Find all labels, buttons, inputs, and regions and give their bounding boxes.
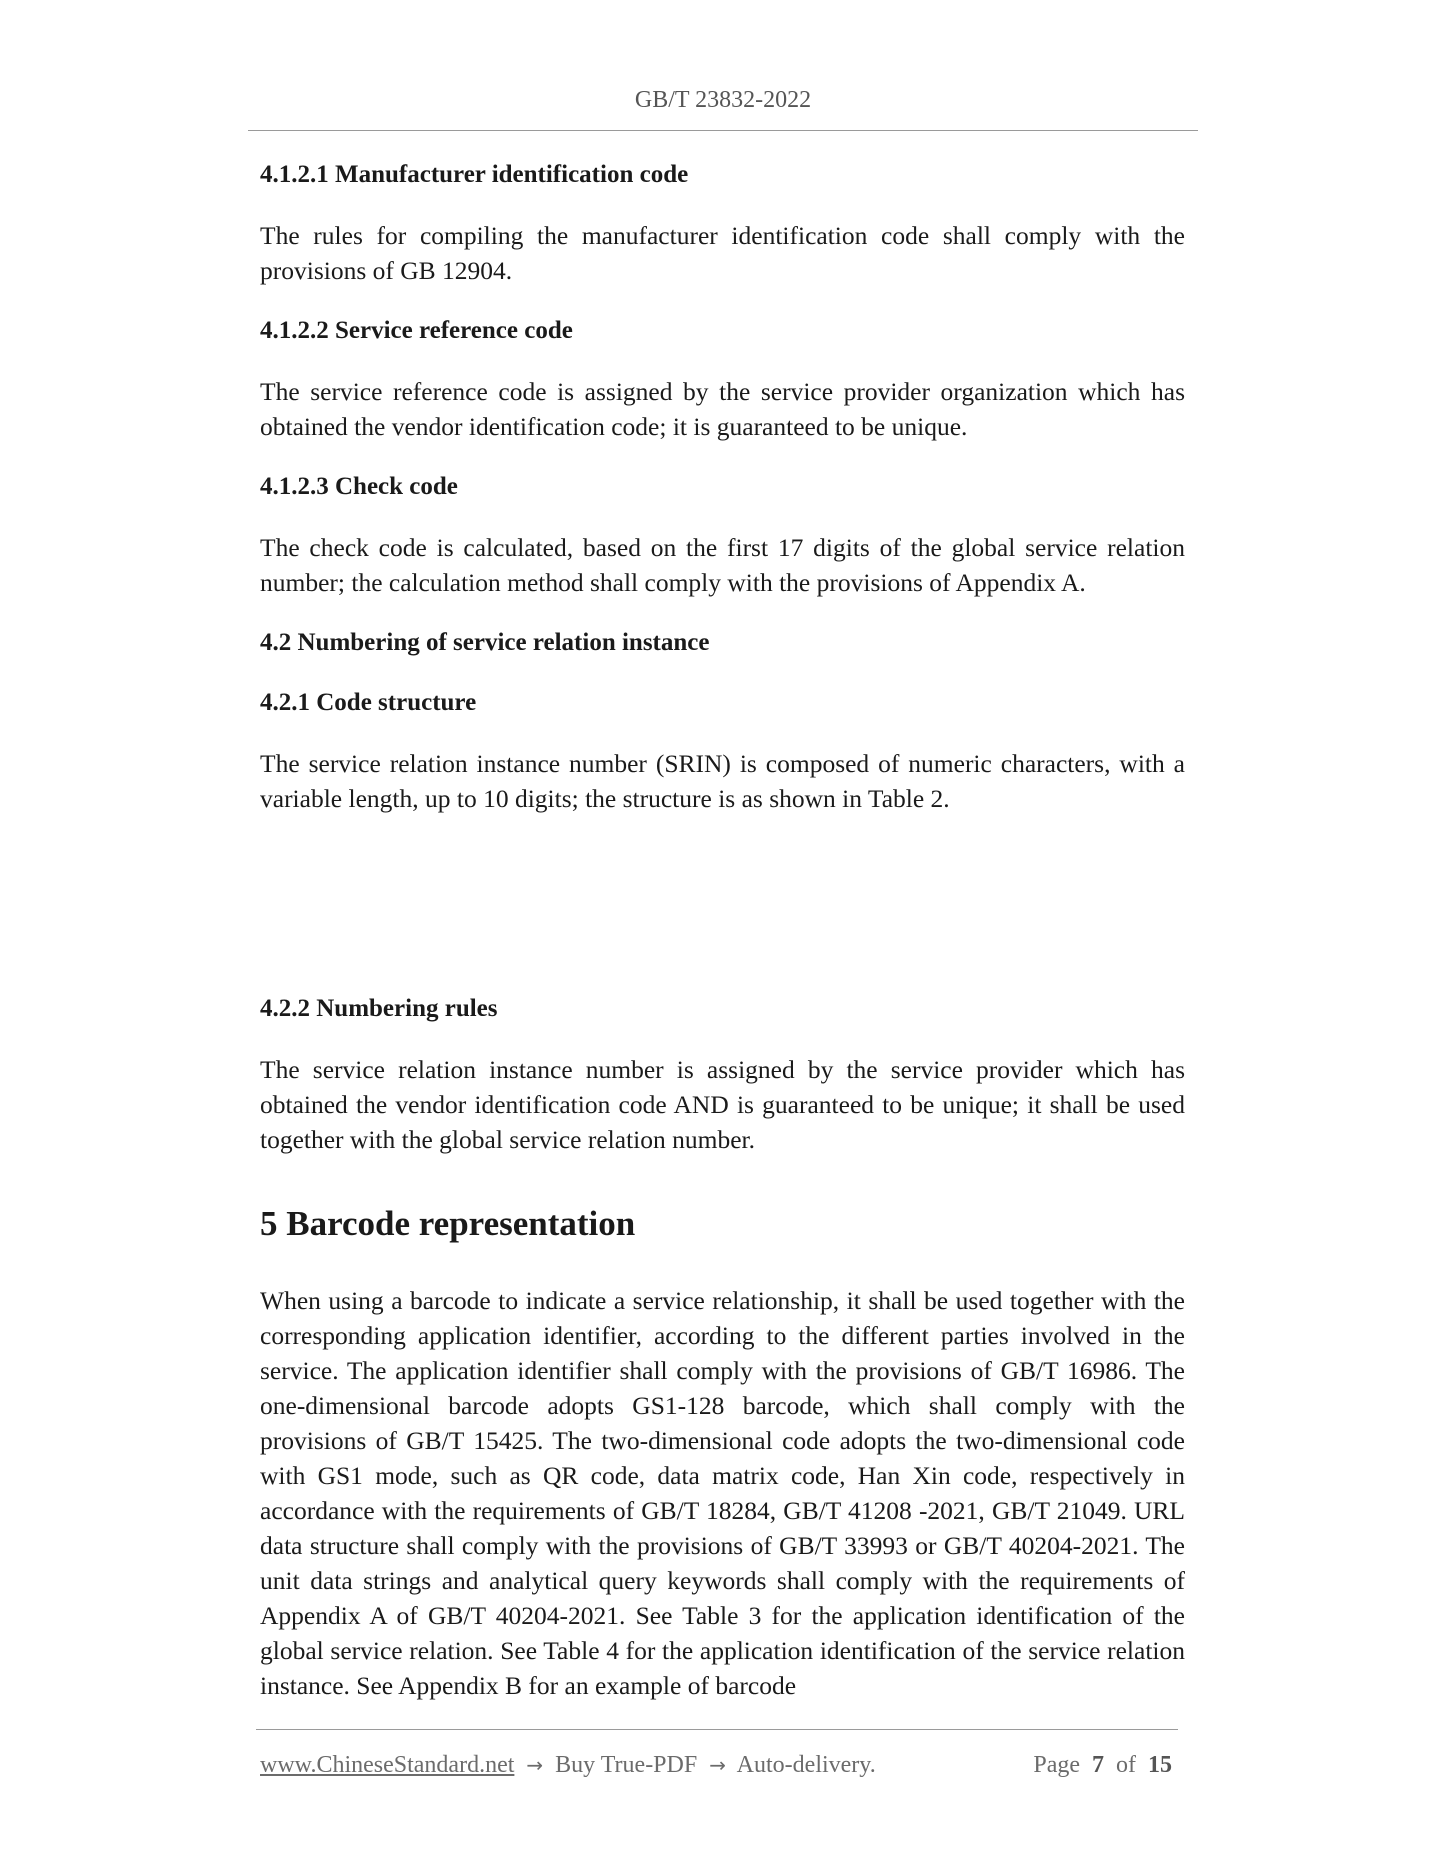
document-body <box>260 158 1185 1729</box>
section-heading-4-1-2-2: 4.1.2.2 Service reference code <box>260 317 573 344</box>
section-heading-5: 5 Barcode representation <box>260 1204 636 1243</box>
section-text-4-1-2-3: The check code is calculated, based on the first 17 digits of the global service relation number; the calculation method shall comply with the provisions of Appendix A. <box>260 533 1185 597</box>
of-label: of <box>1116 1752 1136 1778</box>
section-heading-4-1-2-1: 4.1.2.1 Manufacturer identification code <box>260 161 689 188</box>
footer-promo <box>260 1748 876 1782</box>
table-placeholder-space <box>260 842 1185 992</box>
section-text-4-1-2-2: The service reference code is assigned by the service provider organization which has obtained the vendor identification code; it is guaranteed to be unique. <box>260 377 1185 441</box>
page-label: Page <box>1033 1752 1080 1778</box>
section-text-5: When using a barcode to indicate a service relationship, it shall be used together with the corresponding application identifier, according to the different parties involved in the service. The application identifier shall comply with the provisions of GB/T 16986. The one-dimensional barcode adopts GS1-128 barcode, which shall comply with the provisions of GB/T 15425. The two-dimensional code adopts the two-dimensional code with GS1 mode, such as QR code, data matrix code, Han Xin code, respectively in accordance with the requirements of GB/T 18284, GB/T 41208 -2021, GB/T 21049. URL data structure shall comply with the provisions of GB/T 33993 or GB/T 40204-2021. The unit data strings and analytical query keywords shall comply with the requirements of Appendix A of GB/T 40204-2021. See Table 3 for the application identification of the global service relation. See Table 4 for the application identification of the service relation instance. See Appendix B for an example of barcode <box>260 1286 1185 1700</box>
page-header: GB/T 23832-2022 <box>634 87 812 113</box>
footer-divider <box>256 1729 1178 1730</box>
page-footer <box>260 1748 1178 1782</box>
website-link[interactable]: www.ChineseStandard.net <box>260 1752 515 1778</box>
section-heading-4-2-1: 4.2.1 Code structure <box>260 689 477 716</box>
page-total: 15 <box>1148 1752 1172 1778</box>
page-current: 7 <box>1092 1752 1104 1778</box>
header-divider <box>248 130 1198 131</box>
section-heading-4-2: 4.2 Numbering of service relation instance <box>260 629 710 656</box>
section-heading-4-2-2: 4.2.2 Numbering rules <box>260 995 498 1022</box>
section-heading-4-1-2-3: 4.1.2.3 Check code <box>260 473 458 500</box>
page-number <box>1033 1748 1172 1782</box>
section-text-4-1-2-1: The rules for compiling the manufacturer identification code shall comply with the provisions of GB 12904. <box>260 221 1185 285</box>
section-text-4-2-2: The service relation instance number is assigned by the service provider which has obtained the vendor identification code AND is guaranteed to be unique; it shall be used together with the global service relation number. <box>260 1055 1185 1154</box>
arrow-right-icon: → <box>526 1753 544 1777</box>
section-text-4-2-1: The service relation instance number (SRIN) is composed of numeric characters, with a variable length, up to 10 digits; the structure is as shown in Table 2. <box>260 749 1185 813</box>
buy-text: Buy True-PDF <box>555 1752 698 1778</box>
delivery-text: Auto-delivery. <box>736 1752 876 1778</box>
arrow-right-icon: → <box>709 1753 726 1777</box>
